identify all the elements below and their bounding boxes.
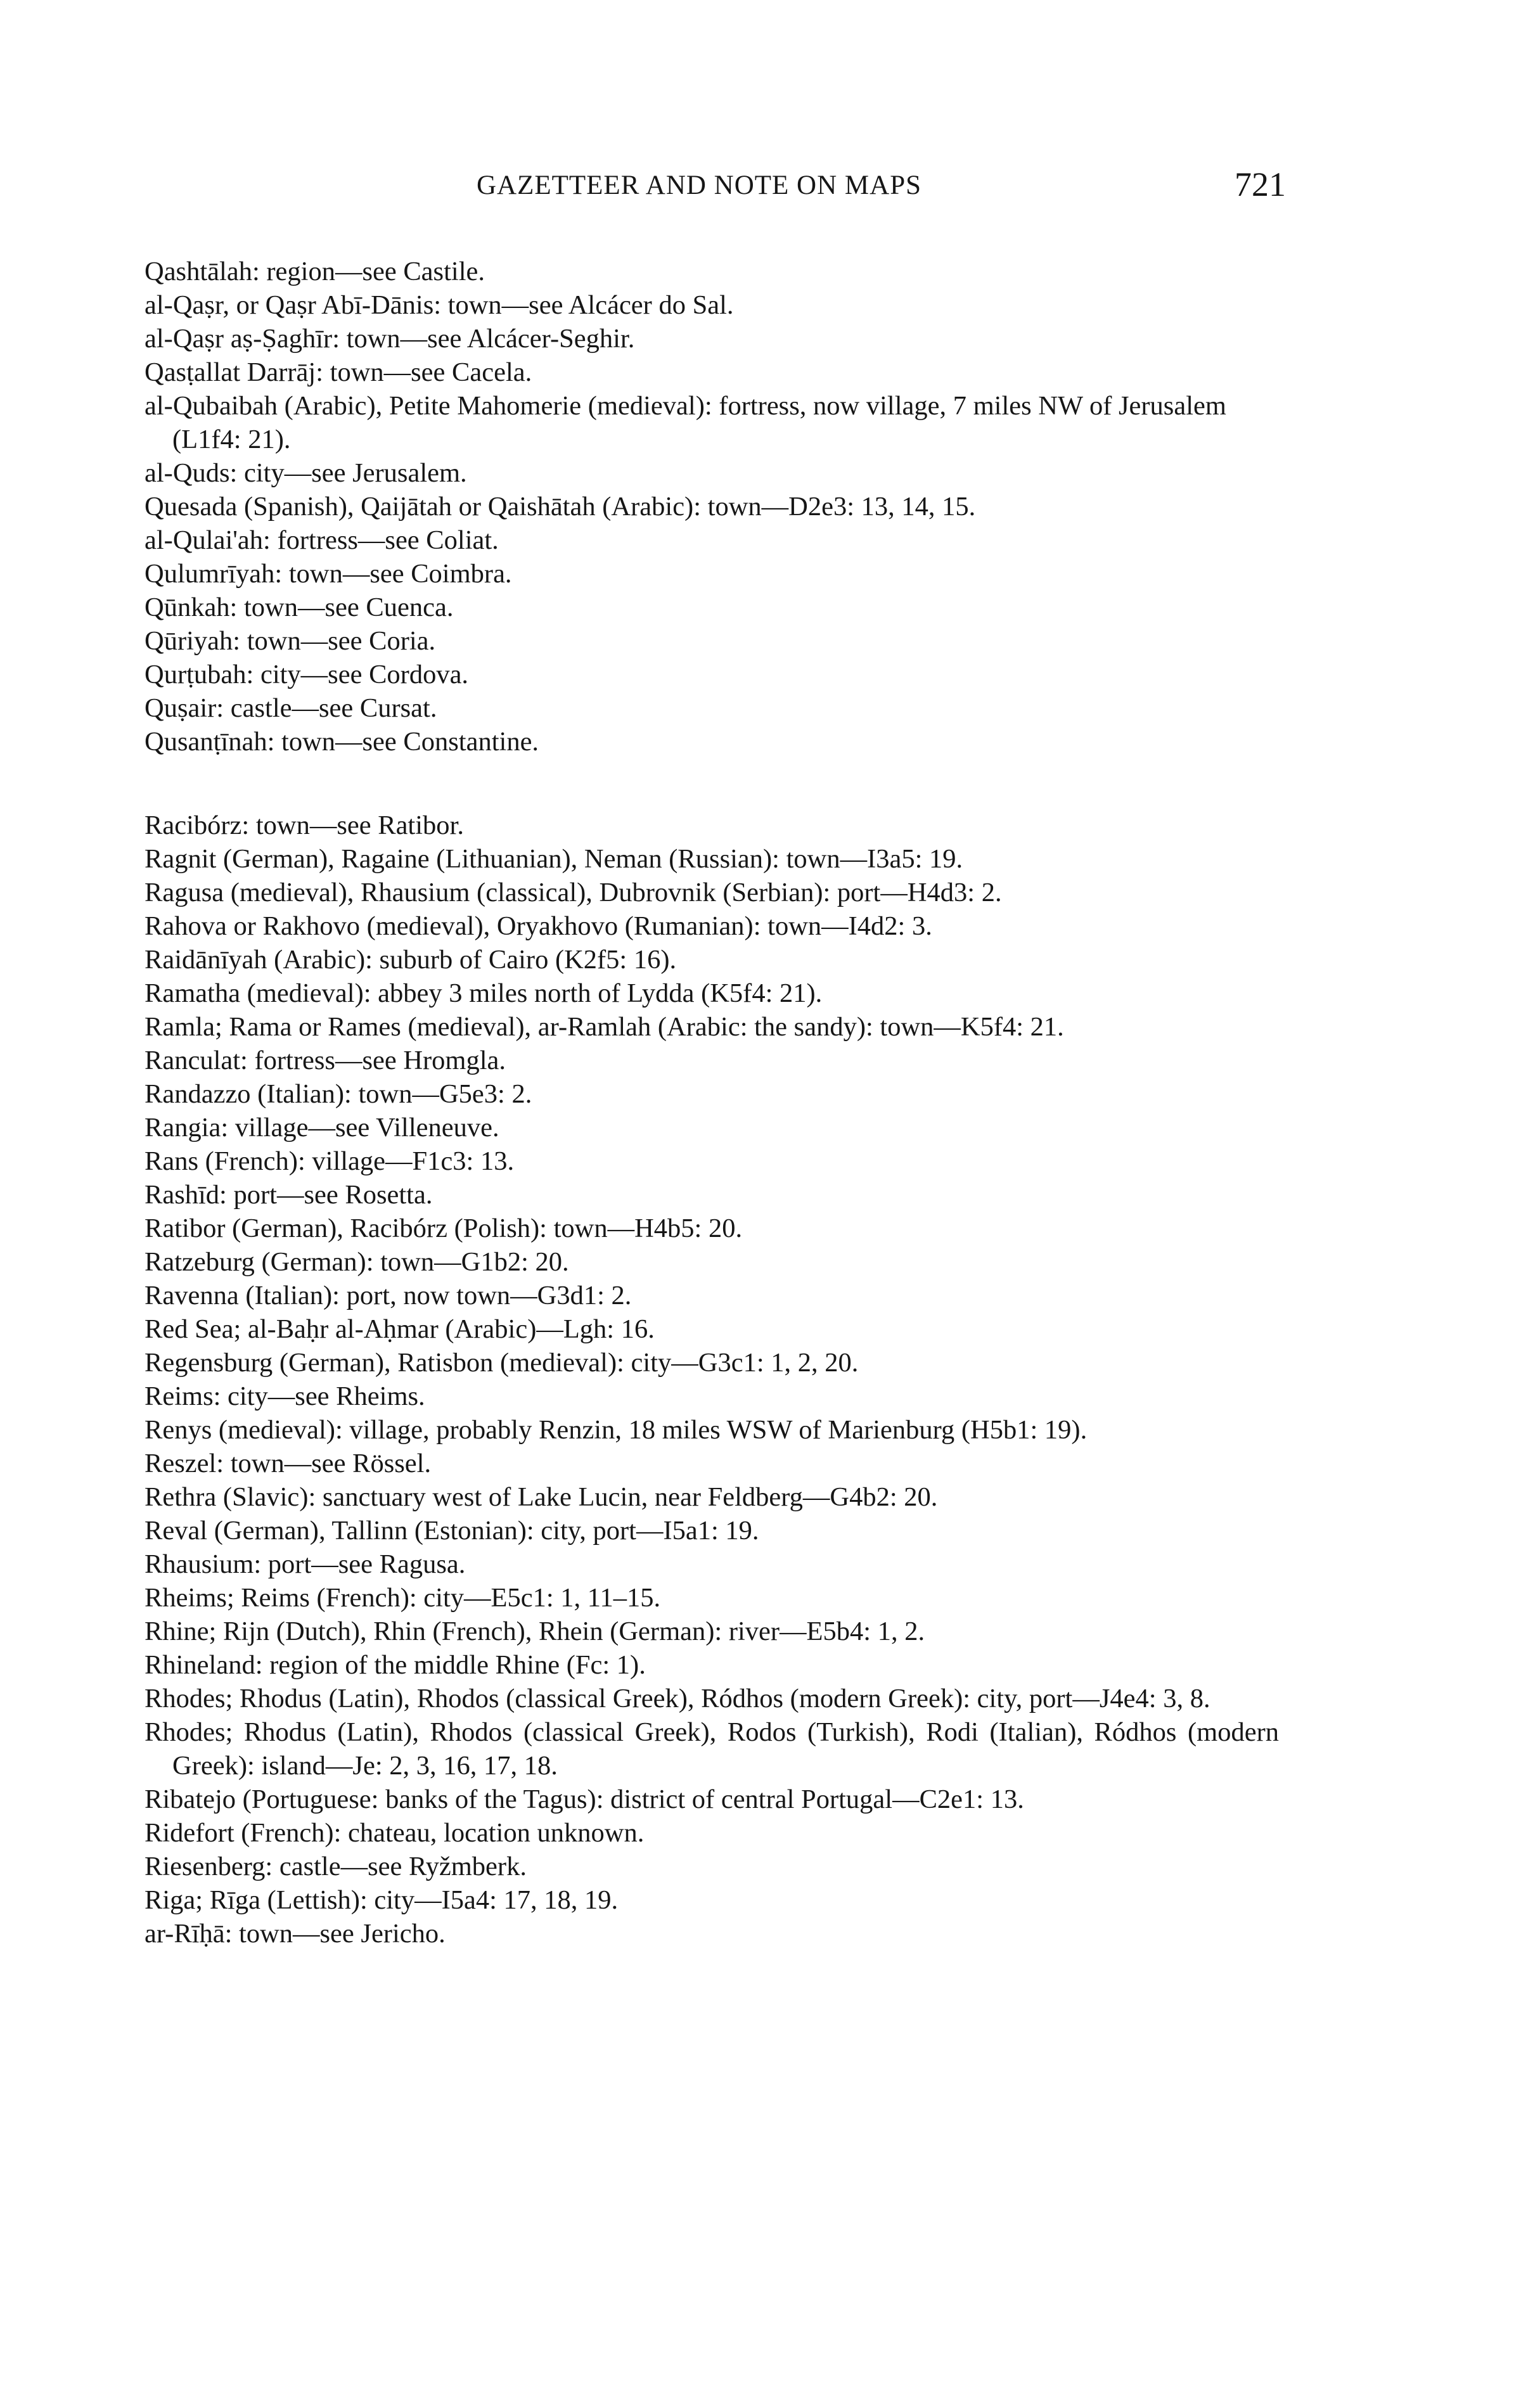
entry-rahova: Rahova or Rakhovo (medieval), Oryakhovo (Rumanian): town—I4d2: 3. bbox=[144, 911, 932, 941]
entry-qusantinah: Qusanṭīnah: town—see Constantine. bbox=[144, 727, 539, 757]
entry-rhodes-city: Rhodes; Rhodus (Latin), Rhodos (classical Greek), Ródhos (modern Greek): city, port—J4e4: 3, 8. bbox=[144, 1684, 1210, 1713]
entry-ravenna: Ravenna (Italian): port, now town—G3d1: 2. bbox=[144, 1281, 632, 1310]
entry-quriyah: Qūriyah: town—see Coria. bbox=[144, 626, 436, 656]
entry-reszel: Reszel: town—see Rössel. bbox=[144, 1449, 432, 1478]
entry-ragusa: Ragusa (medieval), Rhausium (classical), Dubrovnik (Serbian): port—H4d3: 2. bbox=[144, 878, 1002, 907]
entry-ramatha: Ramatha (medieval): abbey 3 miles north of Lydda (K5f4: 21). bbox=[144, 978, 823, 1008]
entry-rhineland: Rhineland: region of the middle Rhine (Fc: 1). bbox=[144, 1650, 646, 1680]
entry-ar-riha: ar-Rīḥā: town—see Jericho. bbox=[144, 1919, 446, 1949]
entry-riga: Riga; Rīga (Lettish): city—I5a4: 17, 18, 19. bbox=[144, 1885, 619, 1915]
entry-qurtubah: Qurṭubah: city—see Cordova. bbox=[144, 660, 469, 689]
entry-renys: Renys (medieval): village, probably Renzin, 18 miles WSW of Marienburg (H5b1: 19). bbox=[144, 1415, 1088, 1445]
entry-al-qasr: al-Qaṣr, or Qaṣr Abī-Dānis: town—see Alcácer do Sal. bbox=[144, 290, 734, 320]
entry-ridefort: Ridefort (French): chateau, location unknown. bbox=[144, 1818, 645, 1848]
entry-ratibor: Ratibor (German), Racibórz (Polish): town—H4b5: 20. bbox=[144, 1214, 743, 1243]
entry-red-sea: Red Sea; al-Baḥr al-Aḥmar (Arabic)—Lgh: 16. bbox=[144, 1314, 655, 1344]
entry-qulumriyah: Qulumrīyah: town—see Coimbra. bbox=[144, 559, 512, 589]
entry-qashtalah: Qashtālah: region—see Castile. bbox=[144, 257, 485, 286]
entry-rethra: Rethra (Slavic): sanctuary west of Lake Lucin, near Feldberg—G4b2: 20. bbox=[144, 1482, 938, 1512]
entry-randazzo: Randazzo (Italian): town—G5e3: 2. bbox=[144, 1079, 532, 1109]
entry-ratzeburg: Ratzeburg (German): town—G1b2: 20. bbox=[144, 1247, 569, 1277]
entry-rhine: Rhine; Rijn (Dutch), Rhin (French), Rhein (German): river—E5b4: 1, 2. bbox=[144, 1617, 925, 1646]
q-entries-list bbox=[144, 255, 1279, 759]
r-entries-list bbox=[144, 809, 1279, 1950]
entry-reval: Reval (German), Tallinn (Estonian): city, port—I5a1: 19. bbox=[144, 1516, 759, 1546]
page-number: 721 bbox=[1235, 165, 1286, 203]
running-head: GAZETTEER AND NOTE ON MAPS bbox=[477, 170, 922, 200]
entry-rheims: Rheims; Reims (French): city—E5c1: 1, 11–15. bbox=[144, 1583, 661, 1613]
entry-rashid: Rashīd: port—see Rosetta. bbox=[144, 1180, 433, 1210]
entry-ragnit: Ragnit (German), Ragaine (Lithuanian), Neman (Russian): town—I3a5: 19. bbox=[144, 844, 963, 874]
entry-rhausium: Rhausium: port—see Ragusa. bbox=[144, 1549, 466, 1579]
entry-al-qasr-as-saghir: al-Qaṣr aṣ-Ṣaghīr: town—see Alcácer-Seghir. bbox=[144, 324, 635, 354]
entry-rans: Rans (French): village—F1c3: 13. bbox=[144, 1146, 515, 1176]
entry-ribatejo: Ribatejo (Portuguese: banks of the Tagus): district of central Portugal—C2e1: 13. bbox=[144, 1784, 1024, 1814]
entry-riesenberg: Riesenberg: castle—see Ryžmberk. bbox=[144, 1852, 527, 1881]
entry-raidaniyah: Raidānīyah (Arabic): suburb of Cairo (K2f5: 16). bbox=[144, 945, 677, 975]
entry-ranculat: Ranculat: fortress—see Hromgla. bbox=[144, 1046, 506, 1075]
entry-rangia: Rangia: village—see Villeneuve. bbox=[144, 1113, 499, 1143]
entry-al-quds: al-Quds: city—see Jerusalem. bbox=[144, 458, 467, 488]
entry-rhodes-island: Rhodes; Rhodus (Latin), Rhodos (classical Greek), Rodos (Turkish), Rodi (Italian), Ródhos (modern Greek): island—Je: 2, 3, 16, 17, 18. bbox=[144, 1717, 1279, 1781]
entry-al-qubaibah: al-Qubaibah (Arabic), Petite Mahomerie (medieval): fortress, now village, 7 miles NW of Jerusalem (L1f4: 21). bbox=[144, 391, 1226, 454]
entry-quesada: Quesada (Spanish), Qaijātah or Qaishātah (Arabic): town—D2e3: 13, 14, 15. bbox=[144, 492, 976, 522]
entry-regensburg: Regensburg (German), Ratisbon (medieval): city—G3c1: 1, 2, 20. bbox=[144, 1348, 859, 1378]
entry-ramla: Ramla; Rama or Rames (medieval), ar-Ramlah (Arabic: the sandy): town—K5f4: 21. bbox=[144, 1012, 1064, 1042]
entry-qastallat-darraj: Qasṭallat Darrāj: town—see Cacela. bbox=[144, 357, 532, 387]
entry-reims: Reims: city—see Rheims. bbox=[144, 1381, 425, 1411]
entry-qunkah: Qūnkah: town—see Cuenca. bbox=[144, 592, 454, 622]
entry-raciborz: Racibórz: town—see Ratibor. bbox=[144, 810, 464, 840]
entry-al-qulaiah: al-Qulai'ah: fortress—see Coliat. bbox=[144, 525, 499, 555]
entry-qusair: Quṣair: castle—see Cursat. bbox=[144, 693, 437, 723]
